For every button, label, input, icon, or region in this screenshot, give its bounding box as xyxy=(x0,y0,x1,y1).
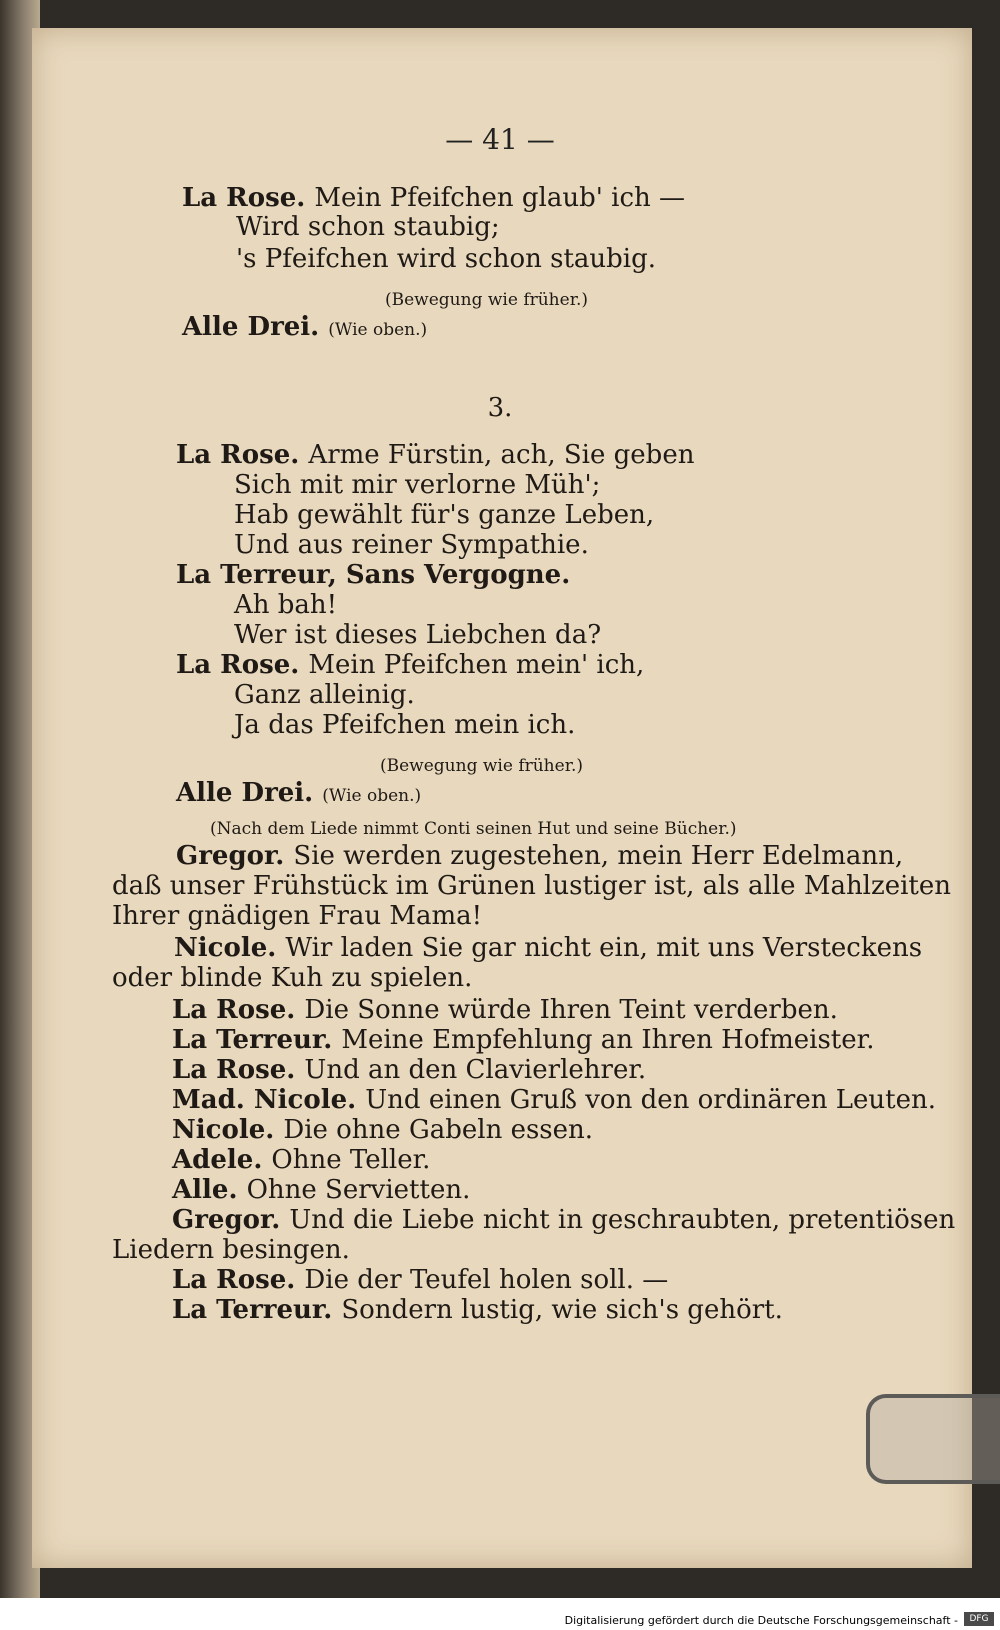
dfg-logo: DFG xyxy=(964,1612,994,1626)
speaker-name: Gregor. xyxy=(176,841,294,871)
text-line xyxy=(176,440,694,470)
speaker-name: La Rose. xyxy=(172,1055,305,1085)
text-line xyxy=(234,590,337,620)
stage-direction: (Bewegung wie früher.) xyxy=(380,756,583,776)
verse-text: Ohne Teller. xyxy=(271,1145,431,1175)
verse-text: Meine Empfehlung an Ihren Hofmeister. xyxy=(341,1025,875,1055)
text-line xyxy=(234,680,415,710)
speaker-name: Mad. Nicole. xyxy=(172,1085,366,1115)
speaker-name: La Rose. xyxy=(182,183,315,213)
text-line xyxy=(172,995,838,1025)
verse-text: Und aus reiner Sympathie. xyxy=(234,530,589,560)
text-line xyxy=(172,1085,936,1115)
verse-text: Und an den Clavierlehrer. xyxy=(304,1055,647,1085)
speaker-name: La Rose. xyxy=(172,1265,305,1295)
text-line xyxy=(176,560,570,590)
verse-text: Wer ist dieses Liebchen da? xyxy=(234,620,602,650)
speaker-name: La Terreur, Sans Vergogne. xyxy=(176,560,571,590)
text-line xyxy=(182,312,427,342)
text-line xyxy=(112,1235,350,1265)
speaker-name: La Rose. xyxy=(176,650,309,680)
text-line xyxy=(174,933,922,963)
verse-text: oder blinde Kuh zu spielen. xyxy=(112,963,473,993)
verse-text: Sich mit mir verlorne Müh'; xyxy=(234,470,601,500)
text-line xyxy=(236,244,656,274)
text-line xyxy=(172,1145,430,1175)
text-line xyxy=(210,811,737,841)
text-line xyxy=(234,620,601,650)
verse-text: Sie werden zugestehen, mein Herr Edelmann, xyxy=(293,841,904,871)
text-line xyxy=(236,212,500,242)
text-line xyxy=(172,1025,874,1055)
speaker-name: Adele. xyxy=(172,1145,272,1175)
verse-text: Wir laden Sie gar nicht ein, mit uns Versteckens xyxy=(285,933,923,963)
text-line xyxy=(234,500,654,530)
speaker-name: Nicole. xyxy=(174,933,286,963)
speaker-name: Nicole. xyxy=(172,1115,284,1145)
text-line xyxy=(380,748,583,778)
speaker-name: La Rose. xyxy=(172,995,305,1025)
page-number: — 41 — xyxy=(445,123,555,156)
text-line xyxy=(112,963,472,993)
verse-text: Die ohne Gabeln essen. xyxy=(283,1115,594,1145)
text-line xyxy=(182,183,685,213)
verse-text: Mein Pfeifchen glaub' ich — xyxy=(314,183,686,213)
verse-text: Sondern lustig, wie sich's gehört. xyxy=(341,1295,783,1325)
verse-text: Ja das Pfeifchen mein ich. xyxy=(234,710,576,740)
verse-text: Liedern besingen. xyxy=(112,1235,350,1265)
verse-text: daß unser Frühstück im Grünen lustiger ist, als alle Mahlzeiten xyxy=(112,871,951,901)
text-line xyxy=(172,1115,593,1145)
verse-text: Und die Liebe nicht in geschraubten, pretentiösen xyxy=(289,1205,956,1235)
verse-text: Ganz alleinig. xyxy=(234,680,415,710)
text-line xyxy=(172,1265,668,1295)
verse-text: Die Sonne würde Ihren Teint verderben. xyxy=(304,995,838,1025)
stage-direction: (Wie oben.) xyxy=(328,320,428,340)
speaker-name: La Terreur. xyxy=(172,1025,342,1055)
text-line xyxy=(234,470,600,500)
speaker-name: La Terreur. xyxy=(172,1295,342,1325)
speaker-name: Gregor. xyxy=(172,1205,290,1235)
digitization-credit: Digitalisierung gefördert durch die Deutsche Forschungsgemeinschaft - xyxy=(564,1614,958,1627)
text-line xyxy=(112,901,482,931)
verse-text: Mein Pfeifchen mein' ich, xyxy=(308,650,645,680)
section-number: 3. xyxy=(487,393,513,423)
stage-direction: (Wie oben.) xyxy=(322,786,422,806)
text-line xyxy=(172,1205,955,1235)
text-line xyxy=(172,1055,646,1085)
text-line xyxy=(172,1295,783,1325)
text-line xyxy=(176,778,421,808)
stage-direction: (Bewegung wie früher.) xyxy=(385,290,588,310)
text-line xyxy=(176,841,903,871)
text-line xyxy=(176,650,644,680)
verse-text: 's Pfeifchen wird schon staubig. xyxy=(236,244,657,274)
speaker-name: Alle. xyxy=(172,1175,247,1205)
text-line xyxy=(234,530,589,560)
stage-direction: (Nach dem Liede nimmt Conti seinen Hut und seine Bücher.) xyxy=(210,819,737,839)
verse-text: Hab gewählt für's ganze Leben, xyxy=(234,500,655,530)
verse-text: Ah bah! xyxy=(234,590,338,620)
verse-text: Und einen Gruß von den ordinären Leuten. xyxy=(365,1085,936,1115)
speaker-name: La Rose. xyxy=(176,440,309,470)
text-line xyxy=(234,710,575,740)
speaker-name: Alle Drei. xyxy=(182,312,329,342)
verse-text: Wird schon staubig; xyxy=(236,212,500,242)
text-line xyxy=(112,871,951,901)
verse-text: Die der Teufel holen soll. — xyxy=(304,1265,669,1295)
verse-text: Ohne Servietten. xyxy=(246,1175,471,1205)
verse-text: Arme Fürstin, ach, Sie geben xyxy=(308,440,695,470)
speaker-name: Alle Drei. xyxy=(176,778,323,808)
paper-clip xyxy=(866,1394,1000,1484)
text-line xyxy=(172,1175,470,1205)
text-line xyxy=(385,282,588,312)
verse-text: Ihrer gnädigen Frau Mama! xyxy=(112,901,483,931)
